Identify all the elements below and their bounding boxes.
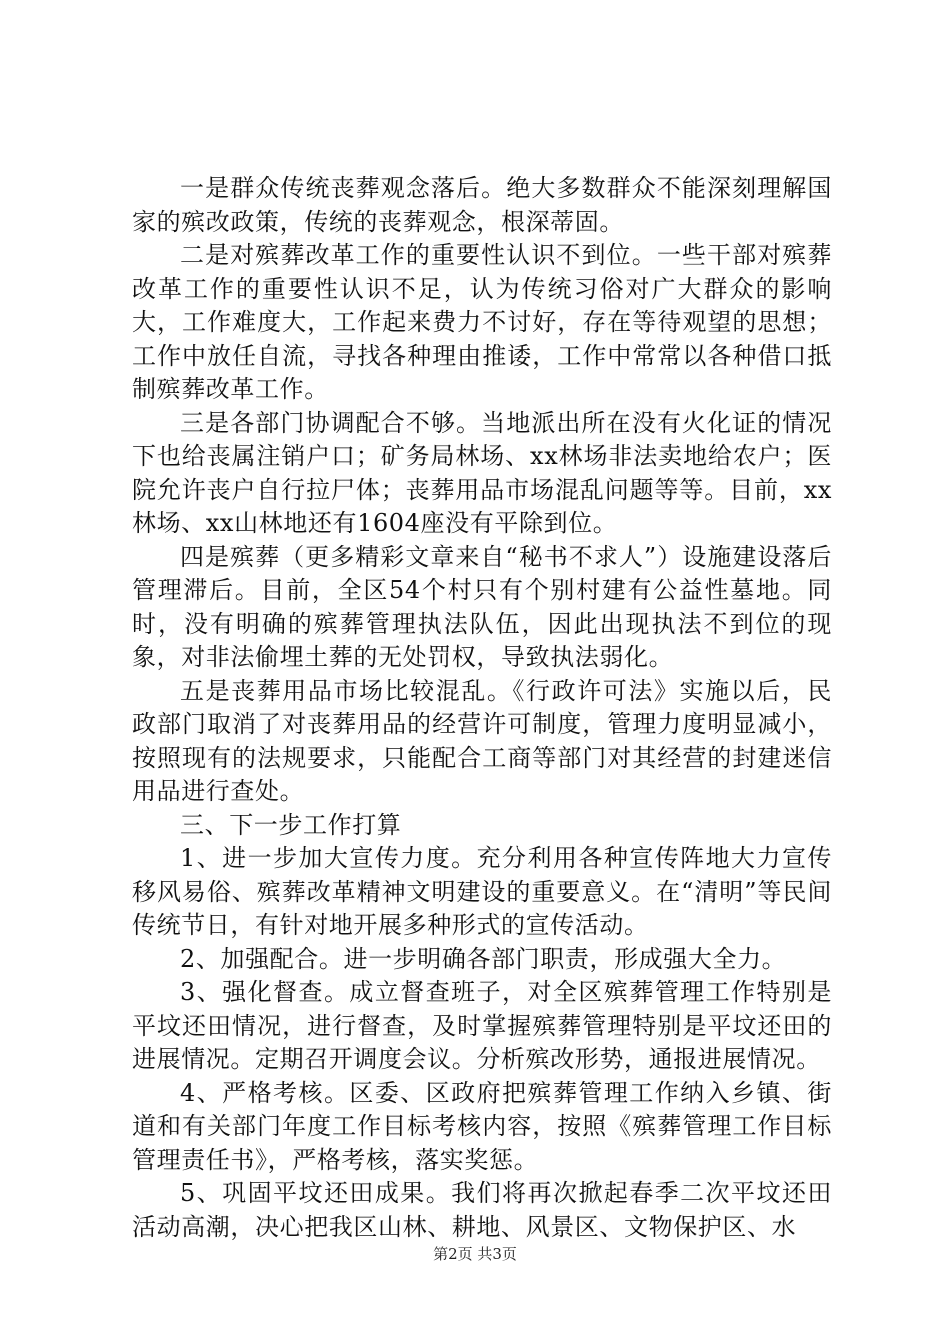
- paragraph-problem-4: 四是殡葬（更多精彩文章来自“秘书不求人”）设施建设落后管理滞后。目前，全区54个村只有个别村建有公益性墓地。同时，没有明确的殡葬管理执法队伍，因此出现执法不到位的现象，对非法偷埋土葬的无处罚权，导致执法弱化。: [132, 542, 832, 671]
- paragraph-plan-2: 2、加强配合。进一步明确各部门职责，形成强大全力。: [180, 944, 787, 973]
- section-heading-next-steps: 三、下一步工作打算: [180, 810, 402, 839]
- paragraph-problem-5: 五是丧葬用品市场比较混乱。《行政许可法》实施以后，民政部门取消了对丧葬用品的经营许可制度，管理力度明显减小，按照现有的法规要求，只能配合工商等部门对其经营的封建迷信用品进行查处。: [132, 676, 832, 805]
- paragraph-plan-5: 5、巩固平坟还田成果。我们将再次掀起春季二次平坟还田活动高潮，决心把我区山林、耕地、风景区、文物保护区、水: [132, 1179, 832, 1241]
- paragraph-plan-4: 4、严格考核。区委、区政府把殡葬管理工作纳入乡镇、街道和有关部门年度工作目标考核内容，按照《殡葬管理工作目标管理责任书》，严格考核，落实奖惩。: [132, 1078, 832, 1174]
- document-body: [132, 172, 832, 1244]
- page-number-footer: 第2页 共3页: [433, 1245, 517, 1263]
- paragraph-problem-2: 二是对殡葬改革工作的重要性认识不到位。一些干部对殡葬改革工作的重要性认识不足，认为传统习俗对广大群众的影响大，工作难度大，工作起来费力不讨好，存在等待观望的思想；工作中放任自流，寻找各种理由推诿，工作中常常以各种借口抵制殡葬改革工作。: [132, 241, 832, 403]
- paragraph-problem-1: 一是群众传统丧葬观念落后。绝大多数群众不能深刻理解国家的殡改政策，传统的丧葬观念，根深蒂固。: [132, 174, 832, 236]
- paragraph-plan-3: 3、强化督查。成立督查班子，对全区殡葬管理工作特别是平坟还田情况，进行督查，及时掌握殡葬管理特别是平坟还田的进展情况。定期召开调度会议。分析殡改形势，通报进展情况。: [132, 978, 832, 1073]
- paragraph-problem-3: 三是各部门协调配合不够。当地派出所在没有火化证的情况下也给丧属注销户口；矿务局林场、xx林场非法卖地给农户；医院允许丧户自行拉尸体；丧葬用品市场混乱问题等等。目前，xx林场、xx山林地还有1604座没有平除到位。: [132, 408, 832, 537]
- paragraph-plan-1: 1、进一步加大宣传力度。充分利用各种宣传阵地大力宣传移风易俗、殡葬改革精神文明建设的重要意义。在“清明”等民间传统节日，有针对地开展多种形式的宣传活动。: [132, 844, 832, 939]
